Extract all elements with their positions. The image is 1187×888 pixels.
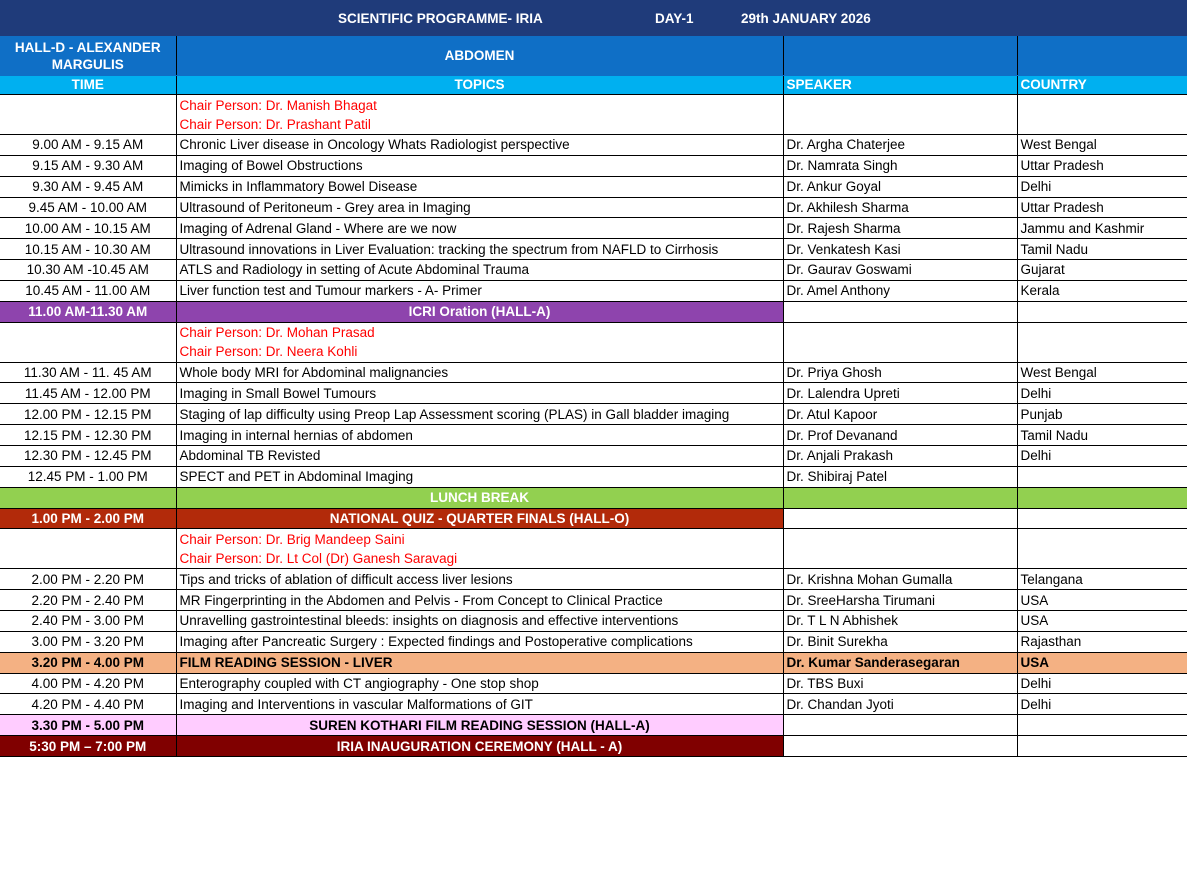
speaker-cell: Dr. Atul Kapoor	[783, 404, 1017, 425]
chair-person: Chair Person: Dr. Neera Kohli	[179, 344, 358, 360]
col-topics: TOPICS	[176, 76, 783, 95]
time-cell: 1.00 PM - 2.00 PM	[0, 508, 176, 529]
date-label: 29th JANUARY 2026	[741, 11, 871, 26]
session-row	[0, 218, 1187, 239]
topic-cell: Imaging after Pancreatic Surgery : Expected findings and Postoperative complications	[176, 631, 783, 652]
session-row	[0, 673, 1187, 694]
time-cell: 11.00 AM-11.30 AM	[0, 301, 176, 322]
time-cell: 9.30 AM - 9.45 AM	[0, 176, 176, 197]
time-cell: 10.30 AM -10.45 AM	[0, 260, 176, 281]
speaker-cell: Dr. Anjali Prakash	[783, 445, 1017, 466]
chair-person: Chair Person: Dr. Lt Col (Dr) Ganesh Saravagi	[179, 550, 458, 566]
topic-cell: Whole body MRI for Abdominal malignancies	[176, 362, 783, 383]
topic-cell: LUNCH BREAK	[176, 487, 783, 508]
topic-cell: Abdominal TB Revisted	[176, 445, 783, 466]
session-row	[0, 445, 1187, 466]
session-row	[0, 362, 1187, 383]
country-cell: Uttar Pradesh	[1017, 155, 1187, 176]
country-cell	[1017, 736, 1187, 757]
topic-cell: Tips and tricks of ablation of difficult access liver lesions	[176, 569, 783, 590]
speaker-cell: Dr. Ankur Goyal	[783, 176, 1017, 197]
country-cell: Gujarat	[1017, 260, 1187, 281]
speaker-cell: Dr. Amel Anthony	[783, 280, 1017, 301]
speaker-cell	[783, 736, 1017, 757]
speaker-cell: Dr. Argha Chaterjee	[783, 135, 1017, 156]
session-row	[0, 611, 1187, 632]
time-cell: 2.40 PM - 3.00 PM	[0, 611, 176, 632]
session-row	[0, 404, 1187, 425]
chair-row	[0, 95, 1187, 135]
country-cell	[1017, 487, 1187, 508]
session-row	[0, 260, 1187, 281]
topic-cell: Imaging in Small Bowel Tumours	[176, 383, 783, 404]
programme-title: SCIENTIFIC PROGRAMME- IRIA	[338, 11, 543, 26]
topic-cell: SUREN KOTHARI FILM READING SESSION (HALL-A)	[176, 715, 783, 736]
speaker-cell: Dr. Lalendra Upreti	[783, 383, 1017, 404]
speaker-cell: Dr. Priya Ghosh	[783, 362, 1017, 383]
chair-person: Chair Person: Dr. Manish Bhagat	[179, 97, 377, 113]
lunch-break-row	[0, 487, 1187, 508]
speaker-cell	[783, 487, 1017, 508]
chair-row	[0, 322, 1187, 362]
topic-cell: ICRI Oration (HALL-A)	[176, 301, 783, 322]
session-row	[0, 280, 1187, 301]
speaker-cell: Dr. Venkatesh Kasi	[783, 239, 1017, 260]
chair-persons	[176, 322, 783, 362]
time-cell: 10.00 AM - 10.15 AM	[0, 218, 176, 239]
session-row	[0, 239, 1187, 260]
country-cell	[1017, 301, 1187, 322]
speaker-cell: Dr. Shibiraj Patel	[783, 466, 1017, 487]
time-cell: 10.15 AM - 10.30 AM	[0, 239, 176, 260]
country-cell: USA	[1017, 611, 1187, 632]
col-speaker: SPEAKER	[783, 76, 1017, 95]
hall-row	[0, 36, 1187, 76]
session-row	[0, 197, 1187, 218]
session-row	[0, 383, 1187, 404]
highlight-row	[0, 301, 1187, 322]
time-cell: 3.30 PM - 5.00 PM	[0, 715, 176, 736]
topic-cell: IRIA INAUGURATION CEREMONY (HALL - A)	[176, 736, 783, 757]
time-cell: 2.20 PM - 2.40 PM	[0, 590, 176, 611]
topic-cell: Staging of lap difficulty using Preop Lap Assessment scoring (PLAS) in Gall bladder imaging	[176, 404, 783, 425]
country-cell	[1017, 466, 1187, 487]
topic-cell: NATIONAL QUIZ - QUARTER FINALS (HALL-O)	[176, 508, 783, 529]
time-cell: 2.00 PM - 2.20 PM	[0, 569, 176, 590]
highlight-row	[0, 652, 1187, 673]
topic-cell: Ultrasound of Peritoneum - Grey area in Imaging	[176, 197, 783, 218]
time-cell	[0, 487, 176, 508]
highlight-row	[0, 715, 1187, 736]
col-time: TIME	[0, 76, 176, 95]
session-row	[0, 466, 1187, 487]
day-label: DAY-1	[655, 11, 694, 26]
country-cell: Delhi	[1017, 176, 1187, 197]
country-cell: Delhi	[1017, 673, 1187, 694]
time-cell: 9.45 AM - 10.00 AM	[0, 197, 176, 218]
speaker-cell: Dr. T L N Abhishek	[783, 611, 1017, 632]
speaker-cell: Dr. SreeHarsha Tirumani	[783, 590, 1017, 611]
speaker-cell	[783, 715, 1017, 736]
topic-cell: Liver function test and Tumour markers - A- Primer	[176, 280, 783, 301]
country-cell: Telangana	[1017, 569, 1187, 590]
speaker-cell: Dr. Binit Surekha	[783, 631, 1017, 652]
speaker-cell: Dr. Chandan Jyoti	[783, 694, 1017, 715]
country-cell: Jammu and Kashmir	[1017, 218, 1187, 239]
country-cell: Rajasthan	[1017, 631, 1187, 652]
country-cell: USA	[1017, 652, 1187, 673]
country-cell: Delhi	[1017, 694, 1187, 715]
time-cell: 10.45 AM - 11.00 AM	[0, 280, 176, 301]
topic-cell: Imaging and Interventions in vascular Malformations of GIT	[176, 694, 783, 715]
time-cell: 5:30 PM – 7:00 PM	[0, 736, 176, 757]
time-cell: 12.45 PM - 1.00 PM	[0, 466, 176, 487]
column-header-row	[0, 76, 1187, 95]
chair-persons	[176, 529, 783, 569]
topic-cell: Enterography coupled with CT angiography - One stop shop	[176, 673, 783, 694]
time-cell: 12.30 PM - 12.45 PM	[0, 445, 176, 466]
country-cell: Kerala	[1017, 280, 1187, 301]
topic-cell: Ultrasound innovations in Liver Evaluation: tracking the spectrum from NAFLD to Cirrhosis	[176, 239, 783, 260]
country-cell: Tamil Nadu	[1017, 239, 1187, 260]
chair-person: Chair Person: Dr. Prashant Patil	[179, 116, 371, 132]
session-row	[0, 155, 1187, 176]
chair-person: Chair Person: Dr. Brig Mandeep Saini	[179, 531, 405, 547]
time-cell: 11.30 AM - 11. 45 AM	[0, 362, 176, 383]
topic-cell: Imaging of Bowel Obstructions	[176, 155, 783, 176]
country-cell: West Bengal	[1017, 135, 1187, 156]
country-cell	[1017, 508, 1187, 529]
topic-cell: FILM READING SESSION - LIVER	[176, 652, 783, 673]
topic-cell: Unravelling gastrointestinal bleeds: insights on diagnosis and effective interventions	[176, 611, 783, 632]
country-cell: Delhi	[1017, 383, 1187, 404]
time-cell: 3.00 PM - 3.20 PM	[0, 631, 176, 652]
country-cell: Delhi	[1017, 445, 1187, 466]
speaker-cell: Dr. Rajesh Sharma	[783, 218, 1017, 239]
session-row	[0, 694, 1187, 715]
speaker-cell: Dr. Kumar Sanderasegaran	[783, 652, 1017, 673]
hall-name: HALL-D - ALEXANDER MARGULIS	[0, 36, 176, 76]
time-cell: 4.20 PM - 4.40 PM	[0, 694, 176, 715]
speaker-cell: Dr. Namrata Singh	[783, 155, 1017, 176]
topic-cell: Imaging in internal hernias of abdomen	[176, 425, 783, 446]
highlight-row	[0, 736, 1187, 757]
session-row	[0, 631, 1187, 652]
session-row	[0, 176, 1187, 197]
speaker-cell	[783, 508, 1017, 529]
chair-row	[0, 529, 1187, 569]
chair-person: Chair Person: Dr. Mohan Prasad	[179, 325, 375, 341]
session-row	[0, 425, 1187, 446]
time-cell: 3.20 PM - 4.00 PM	[0, 652, 176, 673]
chair-persons	[176, 95, 783, 135]
topic-cell: MR Fingerprinting in the Abdomen and Pelvis - From Concept to Clinical Practice	[176, 590, 783, 611]
country-cell: West Bengal	[1017, 362, 1187, 383]
time-cell: 9.00 AM - 9.15 AM	[0, 135, 176, 156]
speaker-cell: Dr. Prof Devanand	[783, 425, 1017, 446]
speaker-cell: Dr. Akhilesh Sharma	[783, 197, 1017, 218]
col-country: COUNTRY	[1017, 76, 1187, 95]
country-cell: Uttar Pradesh	[1017, 197, 1187, 218]
time-cell: 12.15 PM - 12.30 PM	[0, 425, 176, 446]
topic-cell: SPECT and PET in Abdominal Imaging	[176, 466, 783, 487]
session-row	[0, 590, 1187, 611]
session-row	[0, 569, 1187, 590]
topic-cell: ATLS and Radiology in setting of Acute Abdominal Trauma	[176, 260, 783, 281]
time-cell: 12.00 PM - 12.15 PM	[0, 404, 176, 425]
country-cell: Punjab	[1017, 404, 1187, 425]
time-cell: 11.45 AM - 12.00 PM	[0, 383, 176, 404]
time-cell: 4.00 PM - 4.20 PM	[0, 673, 176, 694]
topic-cell: Chronic Liver disease in Oncology Whats Radiologist perspective	[176, 135, 783, 156]
speaker-cell: Dr. Gaurav Goswami	[783, 260, 1017, 281]
country-cell	[1017, 715, 1187, 736]
topic-cell: Mimicks in Inflammatory Bowel Disease	[176, 176, 783, 197]
speaker-cell: Dr. Krishna Mohan Gumalla	[783, 569, 1017, 590]
speaker-cell: Dr. TBS Buxi	[783, 673, 1017, 694]
title-row	[0, 0, 1187, 36]
speaker-cell	[783, 301, 1017, 322]
session-row	[0, 135, 1187, 156]
topic-cell: Imaging of Adrenal Gland - Where are we now	[176, 218, 783, 239]
time-cell: 9.15 AM - 9.30 AM	[0, 155, 176, 176]
country-cell: Tamil Nadu	[1017, 425, 1187, 446]
highlight-row	[0, 508, 1187, 529]
country-cell: USA	[1017, 590, 1187, 611]
session-name: ABDOMEN	[176, 36, 783, 76]
